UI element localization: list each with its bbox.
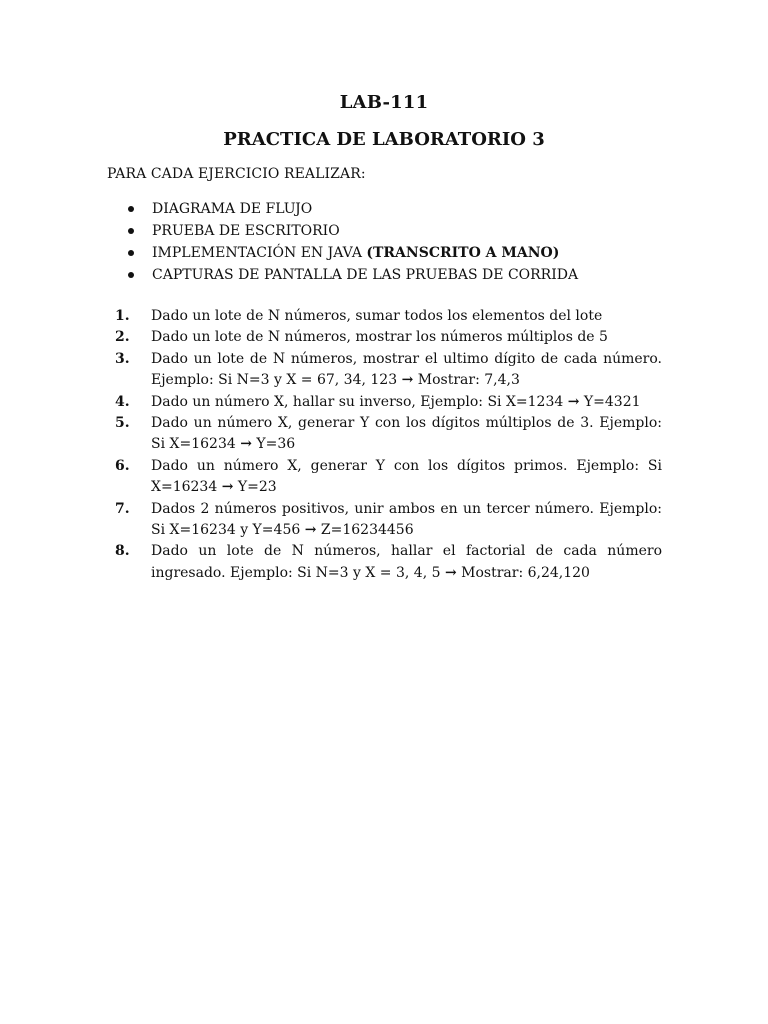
exercise-item — [115, 327, 662, 348]
bullet-icon — [128, 250, 134, 256]
instruction-text: PARA CADA EJERCICIO REALIZAR: — [107, 166, 366, 182]
exercise-number: 4. — [115, 393, 130, 410]
exercise-segment: Dado un lote de N números, mostrar los números múltiplos de 5 — [151, 329, 608, 346]
requirement-emphasis: (TRANSCRITO A MANO) — [366, 245, 560, 261]
exercise-text — [151, 413, 662, 456]
exercise-number: 1. — [115, 308, 130, 324]
requirement-text: CAPTURAS DE PANTALLA DE LAS PRUEBAS DE CORRIDA — [152, 267, 579, 283]
arrow-icon: → — [304, 522, 317, 539]
arrow-icon: → — [240, 436, 252, 453]
bullet-icon — [128, 228, 134, 234]
exercise-segment: Dado un número X, hallar su inverso, Ejemplo: Si X=1234 — [151, 393, 568, 410]
exercise-segment: Mostrar: 6,24,120 — [456, 564, 590, 581]
exercise-segment: Y=4321 — [579, 393, 641, 410]
exercise-item — [115, 456, 662, 499]
exercise-number: 3. — [115, 350, 130, 367]
arrow-icon: → — [444, 564, 457, 581]
arrow-icon: → — [401, 372, 414, 389]
exercise-number: 7. — [115, 500, 130, 517]
exercise-segment: Dado un lote de N números, sumar todos los elementos del lote — [151, 308, 603, 324]
exercise-item — [115, 349, 662, 392]
exercise-list — [115, 306, 662, 584]
exercise-segment: Dados 2 números positivos, unir ambos en un tercer número. Ejemplo: Si X=16234 y Y=456 — [151, 500, 662, 539]
exercise-segment: Dado un lote de N números, hallar el factorial de cada número ingresado. Ejemplo: Si N=3 y X = 3, 4, 5 — [151, 543, 662, 581]
bullet-icon — [128, 206, 134, 212]
exercise-item — [115, 541, 662, 584]
exercise-number: 8. — [115, 543, 130, 560]
lab-title: PRACTICA DE LABORATORIO 3 — [223, 129, 545, 150]
requirement-text: IMPLEMENTACIÓN EN JAVA — [152, 245, 367, 261]
exercise-segment: Y=36 — [251, 436, 296, 453]
exercise-item — [115, 392, 662, 413]
requirement-item — [128, 264, 578, 286]
requirement-text: PRUEBA DE ESCRITORIO — [152, 223, 340, 239]
exercise-segment: Dado un número X, generar Y con los dígitos primos. Ejemplo: Si X=16234 — [151, 457, 662, 496]
arrow-icon: → — [221, 479, 234, 496]
exercise-text — [151, 349, 662, 392]
exercise-item — [115, 413, 662, 456]
arrow-icon: → — [567, 393, 580, 410]
course-code: LAB-111 — [339, 92, 429, 113]
exercise-text — [151, 499, 662, 542]
exercise-item — [115, 499, 662, 542]
bullet-icon — [128, 272, 134, 278]
exercise-item — [115, 306, 662, 327]
exercise-text — [151, 306, 662, 327]
exercise-segment: Y=23 — [233, 479, 277, 496]
exercise-number: 6. — [115, 457, 130, 474]
exercise-number: 5. — [115, 415, 130, 432]
exercise-text — [151, 327, 662, 348]
requirement-item — [128, 198, 578, 220]
exercise-segment: Z=16234456 — [316, 522, 414, 539]
requirement-item — [128, 242, 578, 264]
exercise-segment: Dado un lote de N números, mostrar el ultimo dígito de cada número. Ejemplo: Si N=3 y X = 67, 34, 123 — [151, 350, 662, 389]
exercise-text — [151, 392, 662, 413]
exercise-segment: Mostrar: 7,4,3 — [413, 372, 520, 389]
requirements-list — [128, 198, 578, 286]
exercise-segment: Dado un número X, generar Y con los dígitos múltiplos de 3. Ejemplo: Si X=16234 — [151, 415, 662, 453]
exercise-text — [151, 456, 662, 499]
exercise-text — [151, 541, 662, 584]
requirement-text: DIAGRAMA DE FLUJO — [152, 201, 313, 217]
exercise-number: 2. — [115, 329, 130, 346]
requirement-item — [128, 220, 578, 242]
